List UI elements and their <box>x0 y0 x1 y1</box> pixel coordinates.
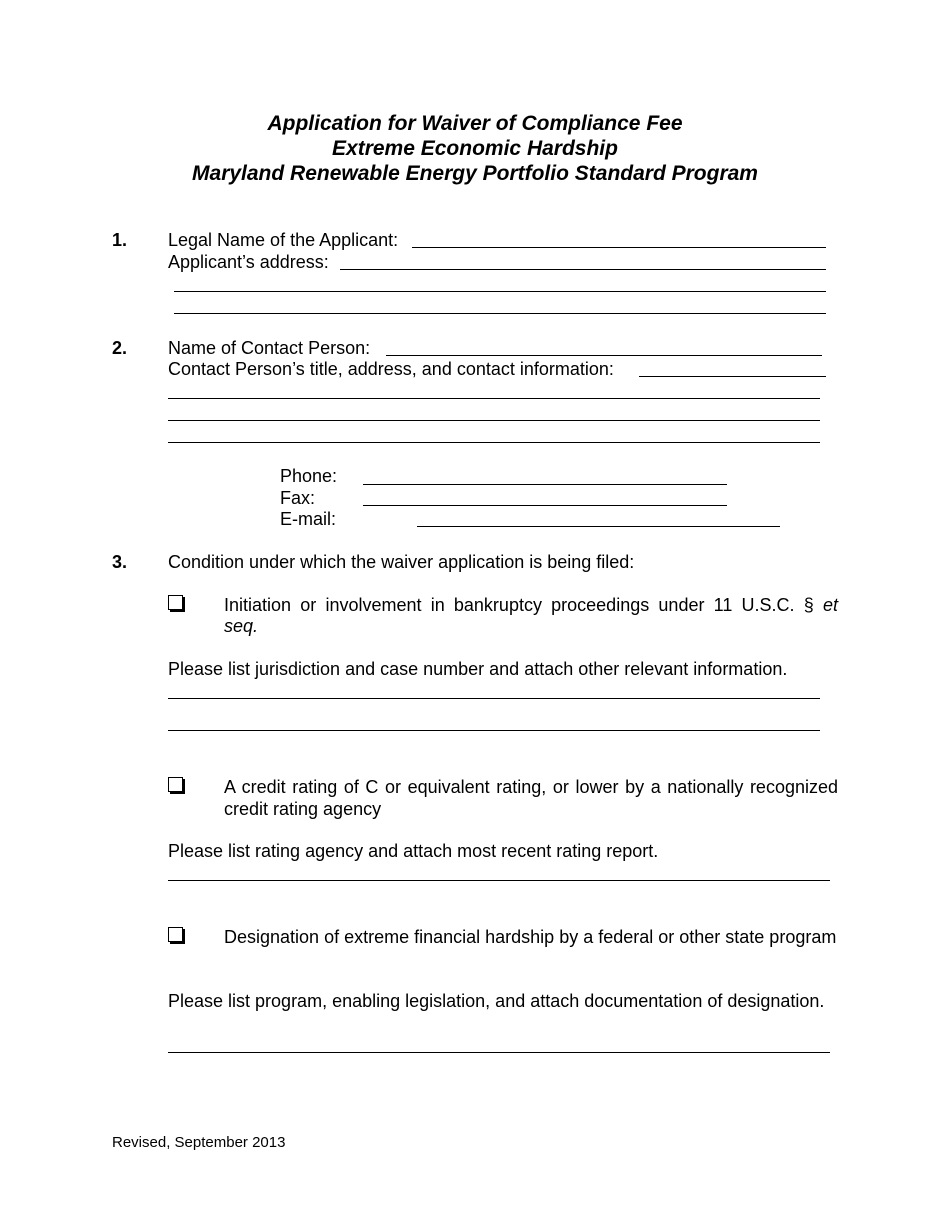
phone-label: Phone: <box>280 466 338 486</box>
federal-program-info-line[interactable] <box>168 1052 830 1053</box>
federal-program-instruction: Please list program, enabling legislation, and attach documentation of designation. <box>168 991 825 1011</box>
title-line-1: Application for Waiver of Compliance Fee <box>267 112 683 135</box>
credit-rating-checkbox[interactable] <box>168 777 183 792</box>
bankruptcy-info-line-2[interactable] <box>168 730 820 731</box>
email-label: E-mail: <box>280 509 337 529</box>
applicant-address-label: Applicant’s address: <box>168 252 329 272</box>
title-line-2: Extreme Economic Hardship <box>332 137 618 160</box>
bankruptcy-instruction: Please list jurisdiction and case number and attach other relevant information. <box>168 659 788 679</box>
contact-info-label: Contact Person’s title, address, and contact information: <box>168 359 614 379</box>
legal-name-field[interactable] <box>412 247 826 248</box>
bankruptcy-option-seq: seq. <box>224 616 259 636</box>
legal-name-label: Legal Name of the Applicant: <box>168 230 399 250</box>
bankruptcy-option-line1 <box>224 594 838 616</box>
applicant-address-line-3[interactable] <box>174 313 826 314</box>
contact-info-line-3[interactable] <box>168 420 820 421</box>
contact-name-label: Name of Contact Person: <box>168 338 371 358</box>
federal-program-option-text: Designation of extreme financial hardship by a federal or other state program <box>224 927 837 947</box>
fax-label: Fax: <box>280 488 316 508</box>
revised-date: Revised, September 2013 <box>112 1134 286 1151</box>
title-line-3: Maryland Renewable Energy Portfolio Standard Program <box>192 162 758 185</box>
section-2-number: 2. <box>112 338 128 358</box>
fax-field[interactable] <box>363 505 727 506</box>
credit-rating-info-line[interactable] <box>168 880 830 881</box>
federal-program-checkbox[interactable] <box>168 927 183 942</box>
applicant-address-field[interactable] <box>340 269 826 270</box>
credit-rating-option-text: A credit rating of C or equivalent rating, or lower by a nationally recognized credit rating agency <box>224 777 838 819</box>
contact-name-field[interactable] <box>386 355 822 356</box>
bankruptcy-checkbox[interactable] <box>168 595 183 610</box>
section-1-number: 1. <box>112 230 128 250</box>
phone-field[interactable] <box>363 484 727 485</box>
bankruptcy-info-line-1[interactable] <box>168 698 820 699</box>
contact-info-field[interactable] <box>639 376 826 377</box>
credit-rating-instruction: Please list rating agency and attach most recent rating report. <box>168 841 659 861</box>
bankruptcy-option-et: et <box>822 595 838 615</box>
applicant-address-line-2[interactable] <box>174 291 826 292</box>
contact-info-line-2[interactable] <box>168 398 820 399</box>
bankruptcy-option-text: Initiation or involvement in bankruptcy proceedings under 11 U.S.C. § <box>224 595 814 615</box>
email-field[interactable] <box>417 526 780 527</box>
section-3-number: 3. <box>112 552 128 572</box>
section-3-intro: Condition under which the waiver application is being filed: <box>168 552 635 572</box>
contact-info-line-4[interactable] <box>168 442 820 443</box>
